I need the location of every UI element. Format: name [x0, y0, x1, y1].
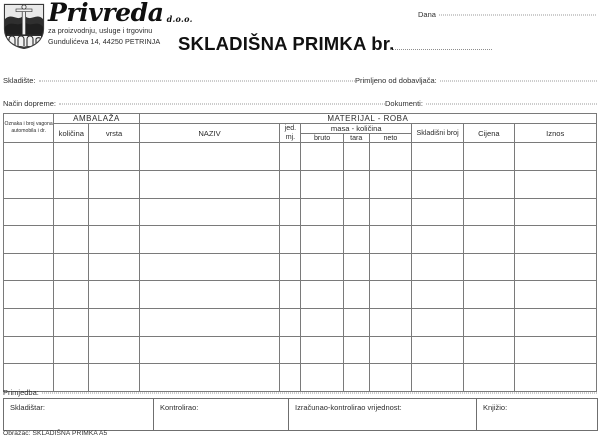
signature-row — [4, 399, 598, 431]
col-header-naziv: NAZIV — [139, 124, 280, 143]
table-cell[interactable] — [343, 253, 369, 281]
shield-coat-of-arms-icon — [3, 3, 45, 49]
table-cell[interactable] — [89, 281, 139, 309]
col-header-tara: tara — [343, 134, 369, 143]
table-cell[interactable] — [369, 198, 411, 226]
table-cell[interactable] — [54, 281, 89, 309]
table-cell[interactable] — [54, 253, 89, 281]
table-cell[interactable] — [4, 171, 54, 199]
table-cell[interactable] — [412, 198, 464, 226]
documents-field[interactable] — [385, 99, 597, 108]
table-row — [4, 253, 597, 281]
delivery-method-label: Način dopreme: — [3, 99, 56, 108]
table-cell[interactable] — [343, 226, 369, 254]
table-cell[interactable] — [514, 253, 597, 281]
table-cell[interactable] — [4, 198, 54, 226]
field-row-warehouse — [3, 76, 597, 85]
signature-cell-izracunao[interactable]: Izračunao-kontrolirao vrijednost: — [289, 399, 477, 431]
col-header-cijena: Cijena — [464, 124, 514, 143]
table-cell[interactable] — [139, 171, 280, 199]
warehouse-input-line[interactable] — [39, 81, 355, 82]
table-cell[interactable] — [54, 143, 89, 171]
table-cell[interactable] — [514, 336, 597, 364]
table-cell[interactable] — [139, 281, 280, 309]
warehouse-label: Skladište: — [3, 76, 36, 85]
table-cell[interactable] — [412, 171, 464, 199]
company-legal-suffix: d.o.o. — [166, 13, 193, 24]
delivery-method-input-line[interactable] — [59, 104, 385, 105]
signature-cell-knjizio[interactable]: Knjižio: — [477, 399, 598, 431]
table-cell[interactable] — [89, 253, 139, 281]
table-cell[interactable] — [343, 143, 369, 171]
table-cell[interactable] — [514, 309, 597, 337]
table-cell[interactable] — [4, 336, 54, 364]
table-cell[interactable] — [412, 281, 464, 309]
documents-label: Dokumenti: — [385, 99, 423, 108]
document-number-input-line[interactable] — [390, 49, 492, 50]
table-cell[interactable] — [139, 198, 280, 226]
table-cell[interactable] — [280, 309, 301, 337]
table-cell[interactable] — [301, 253, 343, 281]
table-cell[interactable] — [464, 336, 514, 364]
col-header-neto: neto — [369, 134, 411, 143]
table-cell[interactable] — [412, 143, 464, 171]
items-table — [3, 113, 597, 392]
table-cell[interactable] — [89, 171, 139, 199]
col-header-jedinica-mjere — [280, 124, 301, 143]
company-subtitle-line-1: za proizvodnju, usluge i trgovinu — [48, 25, 153, 35]
table-cell[interactable] — [54, 309, 89, 337]
table-row — [4, 171, 597, 199]
table-cell[interactable] — [139, 336, 280, 364]
table-cell[interactable] — [514, 143, 597, 171]
table-cell[interactable] — [464, 226, 514, 254]
table-cell[interactable] — [54, 171, 89, 199]
delivery-method-field[interactable] — [3, 99, 385, 108]
table-cell[interactable] — [514, 198, 597, 226]
col-header-oznaka: Oznaka i broj vagona automobila i dr. — [4, 114, 54, 143]
table-cell[interactable] — [412, 253, 464, 281]
table-cell[interactable] — [280, 171, 301, 199]
table-cell[interactable] — [89, 226, 139, 254]
table-cell[interactable] — [54, 336, 89, 364]
col-header-iznos: Iznos — [514, 124, 597, 143]
table-cell[interactable] — [280, 226, 301, 254]
table-cell[interactable] — [369, 171, 411, 199]
table-row — [4, 198, 597, 226]
table-cell[interactable] — [4, 143, 54, 171]
jed-mj-line-1: jed. — [284, 124, 297, 132]
date-field[interactable] — [418, 10, 596, 19]
table-cell[interactable] — [301, 171, 343, 199]
col-header-bruto: bruto — [301, 134, 343, 143]
supplier-label: Primljeno od dobavljača: — [355, 76, 437, 85]
remarks-input-line[interactable] — [42, 393, 597, 394]
table-cell[interactable] — [301, 143, 343, 171]
table-cell[interactable] — [54, 198, 89, 226]
jed-mj-line-2: mj. — [285, 133, 296, 142]
table-row — [4, 309, 597, 337]
warehouse-field[interactable] — [3, 76, 355, 85]
col-header-kolicina: količina — [54, 124, 89, 143]
table-cell[interactable] — [343, 336, 369, 364]
documents-input-line[interactable] — [426, 104, 597, 105]
table-cell[interactable] — [369, 309, 411, 337]
table-cell[interactable] — [301, 309, 343, 337]
table-cell[interactable] — [4, 226, 54, 254]
supplier-input-line[interactable] — [440, 81, 597, 82]
table-cell[interactable] — [369, 253, 411, 281]
table-cell[interactable] — [343, 309, 369, 337]
signature-cell-skladistar[interactable]: Skladištar: — [4, 399, 154, 431]
table-cell[interactable] — [343, 198, 369, 226]
date-input-line[interactable] — [439, 15, 596, 16]
company-subtitle-line-2: Gundulićeva 14, 44250 PETRINJA — [48, 36, 161, 46]
table-cell[interactable] — [4, 281, 54, 309]
table-cell[interactable] — [89, 143, 139, 171]
col-header-skladisni-broj: Skladišni broj — [412, 124, 464, 143]
form-code-footer: Obrazac: SKLADIŠNA PRIMKA A5 — [3, 430, 108, 437]
table-cell[interactable] — [139, 226, 280, 254]
table-cell[interactable] — [464, 309, 514, 337]
table-cell[interactable] — [139, 143, 280, 171]
table-cell[interactable] — [54, 226, 89, 254]
table-cell[interactable] — [369, 143, 411, 171]
table-cell[interactable] — [139, 253, 280, 281]
table-cell[interactable] — [464, 253, 514, 281]
table-cell[interactable] — [89, 336, 139, 364]
table-cell[interactable] — [514, 281, 597, 309]
col-header-vrsta: vrsta — [89, 124, 139, 143]
table-cell[interactable] — [412, 226, 464, 254]
table-cell[interactable] — [301, 198, 343, 226]
table-cell[interactable] — [369, 226, 411, 254]
company-name: Privreda — [48, 0, 164, 27]
table-cell[interactable] — [301, 281, 343, 309]
signature-table — [3, 398, 598, 431]
table-cell[interactable] — [4, 253, 54, 281]
remarks-label: Primjedba: — [3, 388, 39, 397]
table-cell[interactable] — [343, 171, 369, 199]
col-group-masa-kolicina: masa - količina — [301, 124, 412, 134]
remarks-field[interactable] — [3, 388, 597, 397]
table-cell[interactable] — [412, 336, 464, 364]
col-group-ambalaza: AMBALAŽA — [54, 114, 139, 124]
table-header-row-2 — [4, 124, 597, 134]
table-cell[interactable] — [514, 171, 597, 199]
table-cell[interactable] — [139, 309, 280, 337]
date-label: Dana — [418, 10, 436, 19]
table-cell[interactable] — [280, 336, 301, 364]
table-row — [4, 281, 597, 309]
table-cell[interactable] — [464, 281, 514, 309]
table-row — [4, 143, 597, 171]
signature-cell-kontrolirao[interactable]: Kontrolirao: — [154, 399, 289, 431]
table-cell[interactable] — [280, 143, 301, 171]
table-cell[interactable] — [301, 336, 343, 364]
table-cell[interactable] — [464, 198, 514, 226]
table-cell[interactable] — [343, 281, 369, 309]
page-title: SKLADIŠNA PRIMKA br. — [178, 33, 395, 54]
table-cell[interactable] — [280, 198, 301, 226]
table-cell[interactable] — [301, 226, 343, 254]
table-cell[interactable] — [89, 309, 139, 337]
table-cell[interactable] — [514, 226, 597, 254]
table-cell[interactable] — [464, 143, 514, 171]
table-row — [4, 336, 597, 364]
items-table-body — [4, 143, 597, 391]
table-cell[interactable] — [89, 198, 139, 226]
supplier-field[interactable] — [355, 76, 597, 85]
table-row — [4, 226, 597, 254]
table-cell[interactable] — [369, 336, 411, 364]
table-cell[interactable] — [412, 309, 464, 337]
table-cell[interactable] — [464, 171, 514, 199]
table-cell[interactable] — [280, 281, 301, 309]
table-header-row-1 — [4, 114, 597, 124]
table-cell[interactable] — [4, 309, 54, 337]
table-cell[interactable] — [280, 253, 301, 281]
table-cell[interactable] — [369, 281, 411, 309]
col-group-materijal: MATERIJAL - ROBA — [139, 114, 596, 124]
field-row-delivery — [3, 99, 597, 108]
